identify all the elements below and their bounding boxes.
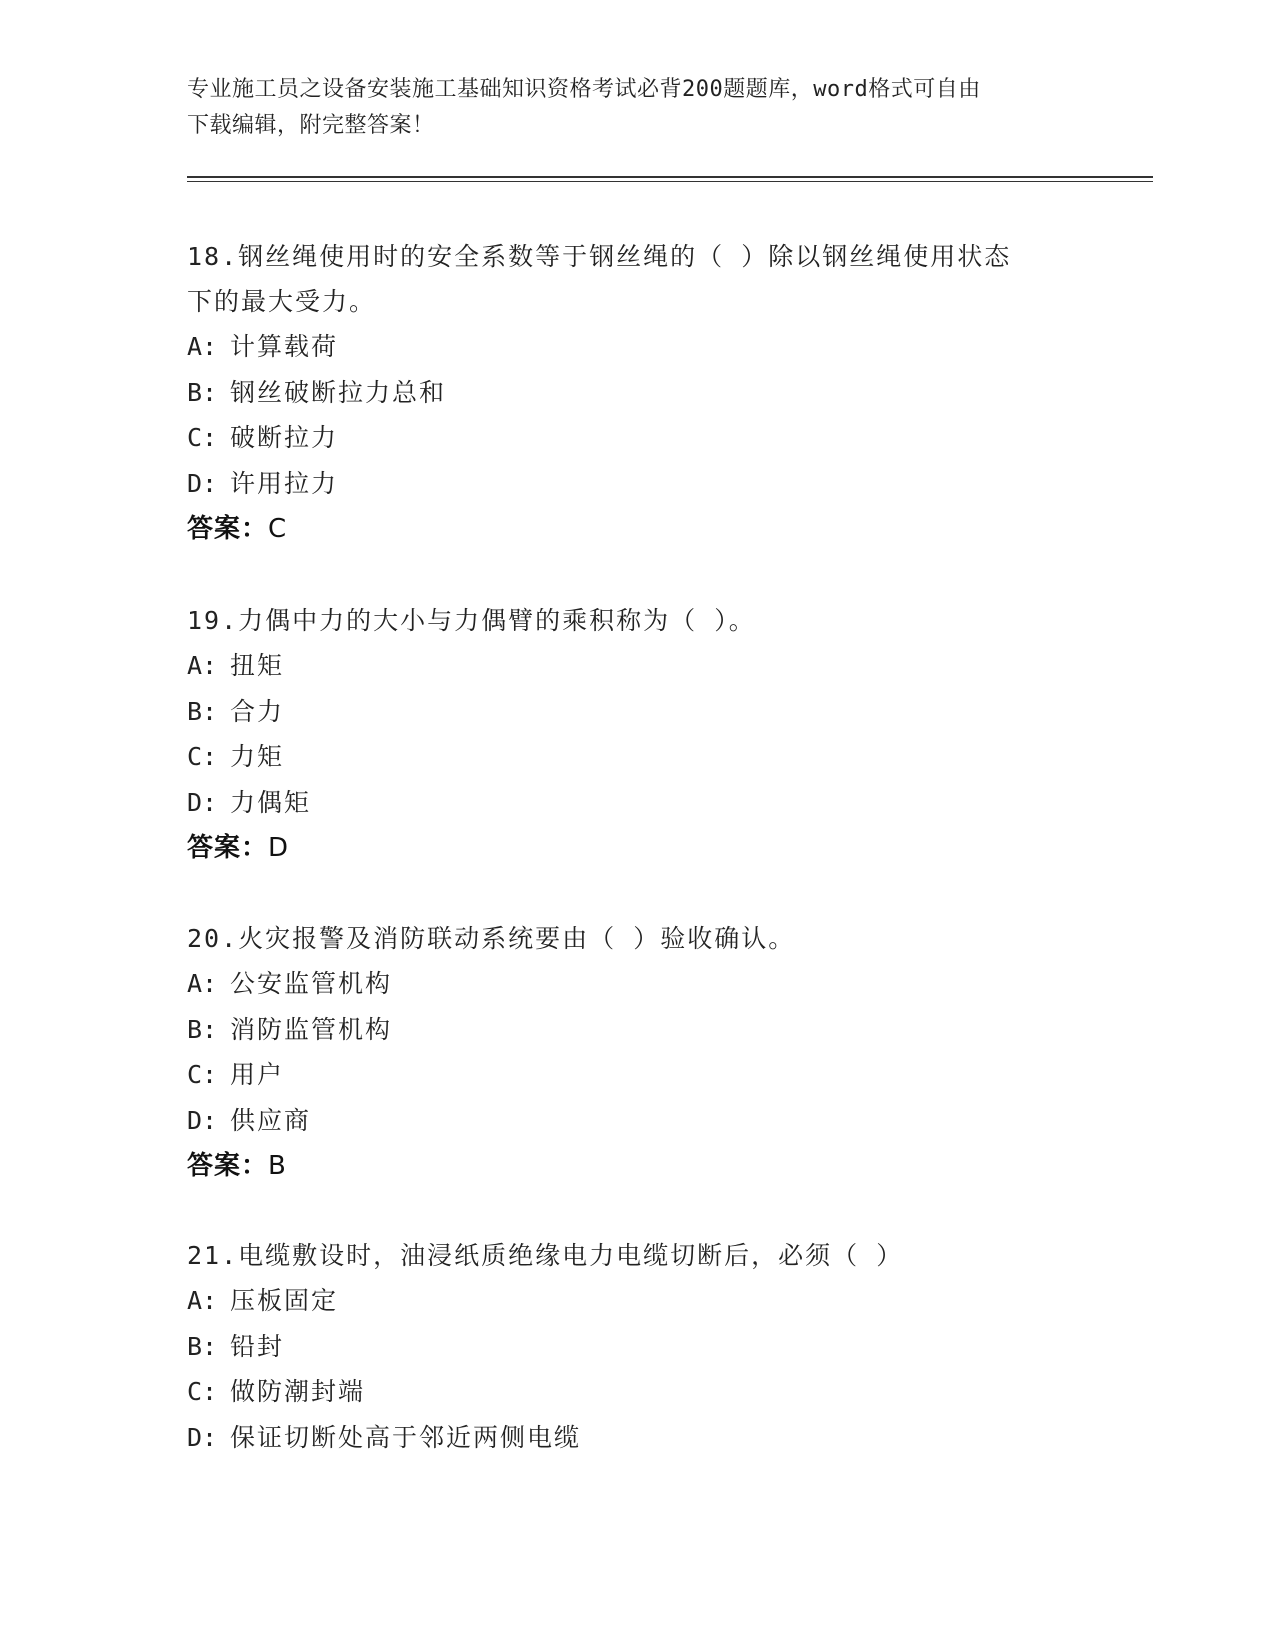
option-a	[187, 324, 1067, 370]
option-a	[187, 961, 1067, 1007]
option-key: B:	[187, 1331, 218, 1361]
option-key: D:	[187, 468, 218, 498]
option-text: 保证切断处高于邻近两侧电缆	[230, 1422, 582, 1452]
option-key: D:	[187, 1422, 218, 1452]
option-text: 压板固定	[230, 1286, 339, 1315]
option-text: 力偶矩	[230, 787, 312, 817]
answer-value: C	[268, 514, 288, 544]
answer-label: 答案：	[187, 1151, 269, 1181]
question-stem	[187, 916, 1067, 961]
question-stem-line-1: 19.力偶中力的大小与力偶臂的乘积称为（ ）。	[187, 606, 756, 635]
option-text: 钢丝破断拉力总和	[230, 377, 447, 407]
option-a	[187, 1278, 1067, 1324]
option-key: D:	[187, 787, 218, 817]
option-b	[187, 370, 1067, 416]
option-text: 扭矩	[230, 651, 285, 680]
option-a	[187, 643, 1067, 689]
answer-label: 答案：	[187, 514, 269, 544]
option-key: B:	[187, 1014, 218, 1044]
option-text: 做防潮封端	[230, 1377, 366, 1406]
option-key: C:	[187, 423, 218, 452]
option-text: 计算载荷	[230, 332, 339, 361]
answer	[187, 1143, 1067, 1189]
question-stem	[187, 1233, 1067, 1278]
question-stem-line-2: 下的最大受力。	[187, 287, 377, 316]
option-text: 消防监管机构	[230, 1014, 393, 1044]
question-19	[187, 598, 1067, 871]
option-key: A:	[187, 1286, 218, 1315]
option-key: D:	[187, 1105, 218, 1135]
option-key: A:	[187, 332, 218, 361]
option-text: 公安监管机构	[230, 969, 393, 998]
option-text: 破断拉力	[230, 423, 339, 452]
answer-label: 答案：	[187, 833, 269, 863]
answer-value: B	[268, 1151, 287, 1181]
option-text: 用户	[230, 1060, 285, 1089]
question-stem-line-1: 18.钢丝绳使用时的安全系数等于钢丝绳的（ ）除以钢丝绳使用状态	[187, 242, 1012, 271]
option-d	[187, 1098, 1067, 1144]
option-d	[187, 1415, 1067, 1461]
option-text: 铅封	[230, 1331, 285, 1361]
question-18	[187, 234, 1067, 552]
option-d	[187, 780, 1067, 826]
option-key: B:	[187, 696, 218, 726]
question-21	[187, 1233, 1067, 1460]
option-text: 许用拉力	[230, 468, 339, 498]
question-stem	[187, 234, 1067, 324]
option-text: 力矩	[230, 742, 285, 771]
option-key: A:	[187, 969, 218, 998]
option-b	[187, 1324, 1067, 1370]
question-stem-line-1: 20.火灾报警及消防联动系统要由（ ）验收确认。	[187, 924, 796, 953]
option-key: C:	[187, 1060, 218, 1089]
answer	[187, 825, 1067, 871]
header-line-2: 下载编辑，附完整答案！	[187, 113, 435, 138]
option-key: C:	[187, 742, 218, 771]
option-key: B:	[187, 377, 218, 407]
question-20	[187, 916, 1067, 1189]
option-c	[187, 734, 1067, 780]
option-d	[187, 461, 1067, 507]
question-stem-line-1: 21.电缆敷设时，油浸纸质绝缘电力电缆切断后，必须（ ）	[187, 1241, 904, 1270]
answer	[187, 506, 1067, 552]
option-text: 供应商	[230, 1105, 312, 1135]
answer-value: D	[268, 833, 290, 863]
header-divider-top	[187, 176, 1153, 178]
option-key: C:	[187, 1377, 218, 1406]
question-stem	[187, 598, 1067, 643]
option-text: 合力	[230, 696, 285, 726]
option-c	[187, 415, 1067, 461]
header-line-1: 专业施工员之设备安装施工基础知识资格考试必背200题题库，word格式可自由	[187, 77, 981, 102]
option-c	[187, 1369, 1067, 1415]
option-key: A:	[187, 651, 218, 680]
document-header	[187, 72, 1067, 144]
option-b	[187, 1007, 1067, 1053]
header-divider-bottom	[187, 181, 1153, 182]
option-b	[187, 689, 1067, 735]
option-c	[187, 1052, 1067, 1098]
